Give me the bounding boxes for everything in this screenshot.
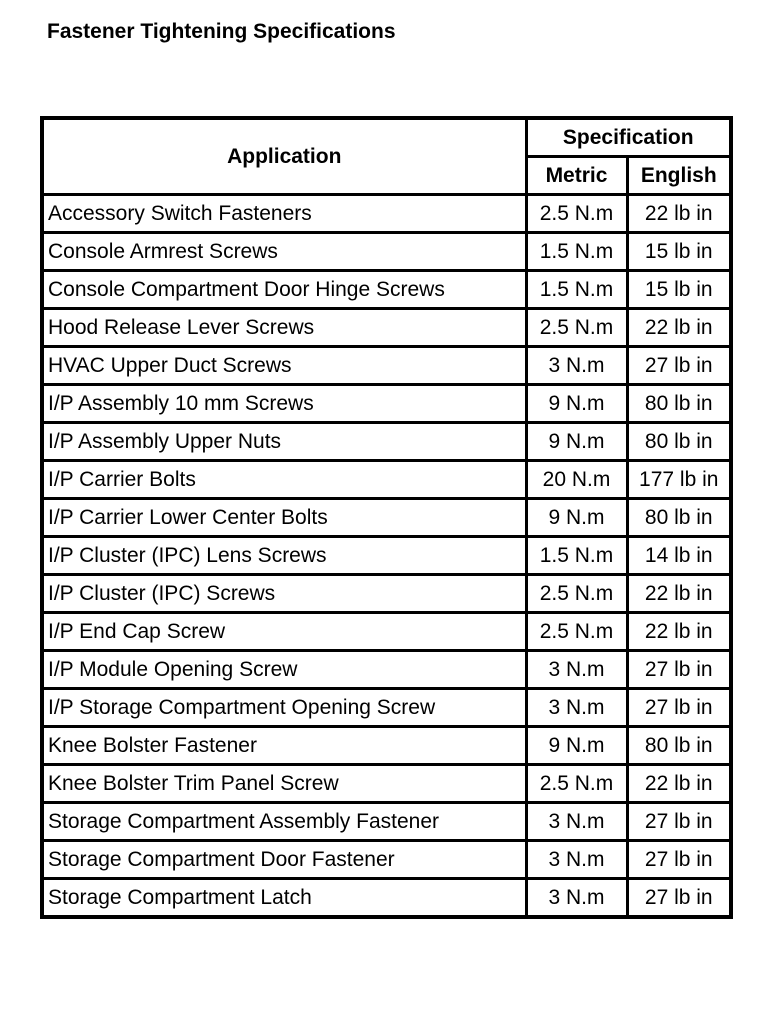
cell-application: I/P Carrier Lower Center Bolts [42,499,526,537]
table-row [42,879,731,918]
cell-application: Console Compartment Door Hinge Screws [42,271,526,309]
table-row [42,385,731,423]
cell-english: 80 lb in [627,727,731,765]
cell-application: Storage Compartment Assembly Fastener [42,803,526,841]
cell-metric: 2.5 N.m [526,309,627,347]
table-body [42,195,731,918]
cell-metric: 3 N.m [526,841,627,879]
cell-metric: 9 N.m [526,423,627,461]
cell-metric: 2.5 N.m [526,195,627,233]
header-specification: Specification [526,118,731,157]
cell-application: I/P End Cap Screw [42,613,526,651]
cell-english: 14 lb in [627,537,731,575]
cell-metric: 2.5 N.m [526,613,627,651]
cell-metric: 1.5 N.m [526,537,627,575]
cell-metric: 2.5 N.m [526,765,627,803]
table-row [42,803,731,841]
cell-application: Hood Release Lever Screws [42,309,526,347]
cell-application: I/P Assembly 10 mm Screws [42,385,526,423]
cell-application: HVAC Upper Duct Screws [42,347,526,385]
cell-application: I/P Cluster (IPC) Screws [42,575,526,613]
table-row [42,499,731,537]
cell-application: I/P Carrier Bolts [42,461,526,499]
cell-metric: 9 N.m [526,499,627,537]
cell-english: 15 lb in [627,233,731,271]
table-row [42,537,731,575]
cell-metric: 3 N.m [526,347,627,385]
cell-application: I/P Assembly Upper Nuts [42,423,526,461]
cell-english: 22 lb in [627,765,731,803]
cell-english: 22 lb in [627,575,731,613]
cell-application: Storage Compartment Latch [42,879,526,918]
page-title: Fastener Tightening Specifications [47,20,396,43]
cell-metric: 9 N.m [526,727,627,765]
cell-english: 177 lb in [627,461,731,499]
cell-english: 15 lb in [627,271,731,309]
cell-english: 22 lb in [627,195,731,233]
table-row [42,461,731,499]
cell-metric: 3 N.m [526,651,627,689]
cell-metric: 1.5 N.m [526,233,627,271]
cell-english: 80 lb in [627,423,731,461]
cell-application: I/P Cluster (IPC) Lens Screws [42,537,526,575]
cell-english: 27 lb in [627,347,731,385]
table-row [42,309,731,347]
cell-english: 80 lb in [627,385,731,423]
cell-metric: 9 N.m [526,385,627,423]
fastener-spec-table [40,116,733,919]
cell-english: 22 lb in [627,309,731,347]
cell-metric: 20 N.m [526,461,627,499]
cell-metric: 2.5 N.m [526,575,627,613]
cell-application: Accessory Switch Fasteners [42,195,526,233]
cell-application: Knee Bolster Trim Panel Screw [42,765,526,803]
cell-application: Console Armrest Screws [42,233,526,271]
cell-english: 22 lb in [627,613,731,651]
cell-metric: 3 N.m [526,803,627,841]
cell-application: I/P Storage Compartment Opening Screw [42,689,526,727]
cell-application: Knee Bolster Fastener [42,727,526,765]
table-row [42,575,731,613]
table-row [42,347,731,385]
header-application: Application [42,118,526,195]
table-row [42,651,731,689]
cell-english: 27 lb in [627,803,731,841]
table-row [42,233,731,271]
cell-english: 80 lb in [627,499,731,537]
table-row [42,689,731,727]
cell-metric: 1.5 N.m [526,271,627,309]
header-english: English [627,157,731,195]
table-row [42,765,731,803]
cell-metric: 3 N.m [526,689,627,727]
table-row [42,423,731,461]
table-row [42,613,731,651]
cell-english: 27 lb in [627,879,731,918]
table-row [42,271,731,309]
header-metric: Metric [526,157,627,195]
cell-application: I/P Module Opening Screw [42,651,526,689]
cell-english: 27 lb in [627,651,731,689]
table-row [42,841,731,879]
table-header-row [42,118,731,157]
cell-metric: 3 N.m [526,879,627,918]
table-row [42,195,731,233]
cell-application: Storage Compartment Door Fastener [42,841,526,879]
table-row [42,727,731,765]
cell-english: 27 lb in [627,841,731,879]
cell-english: 27 lb in [627,689,731,727]
